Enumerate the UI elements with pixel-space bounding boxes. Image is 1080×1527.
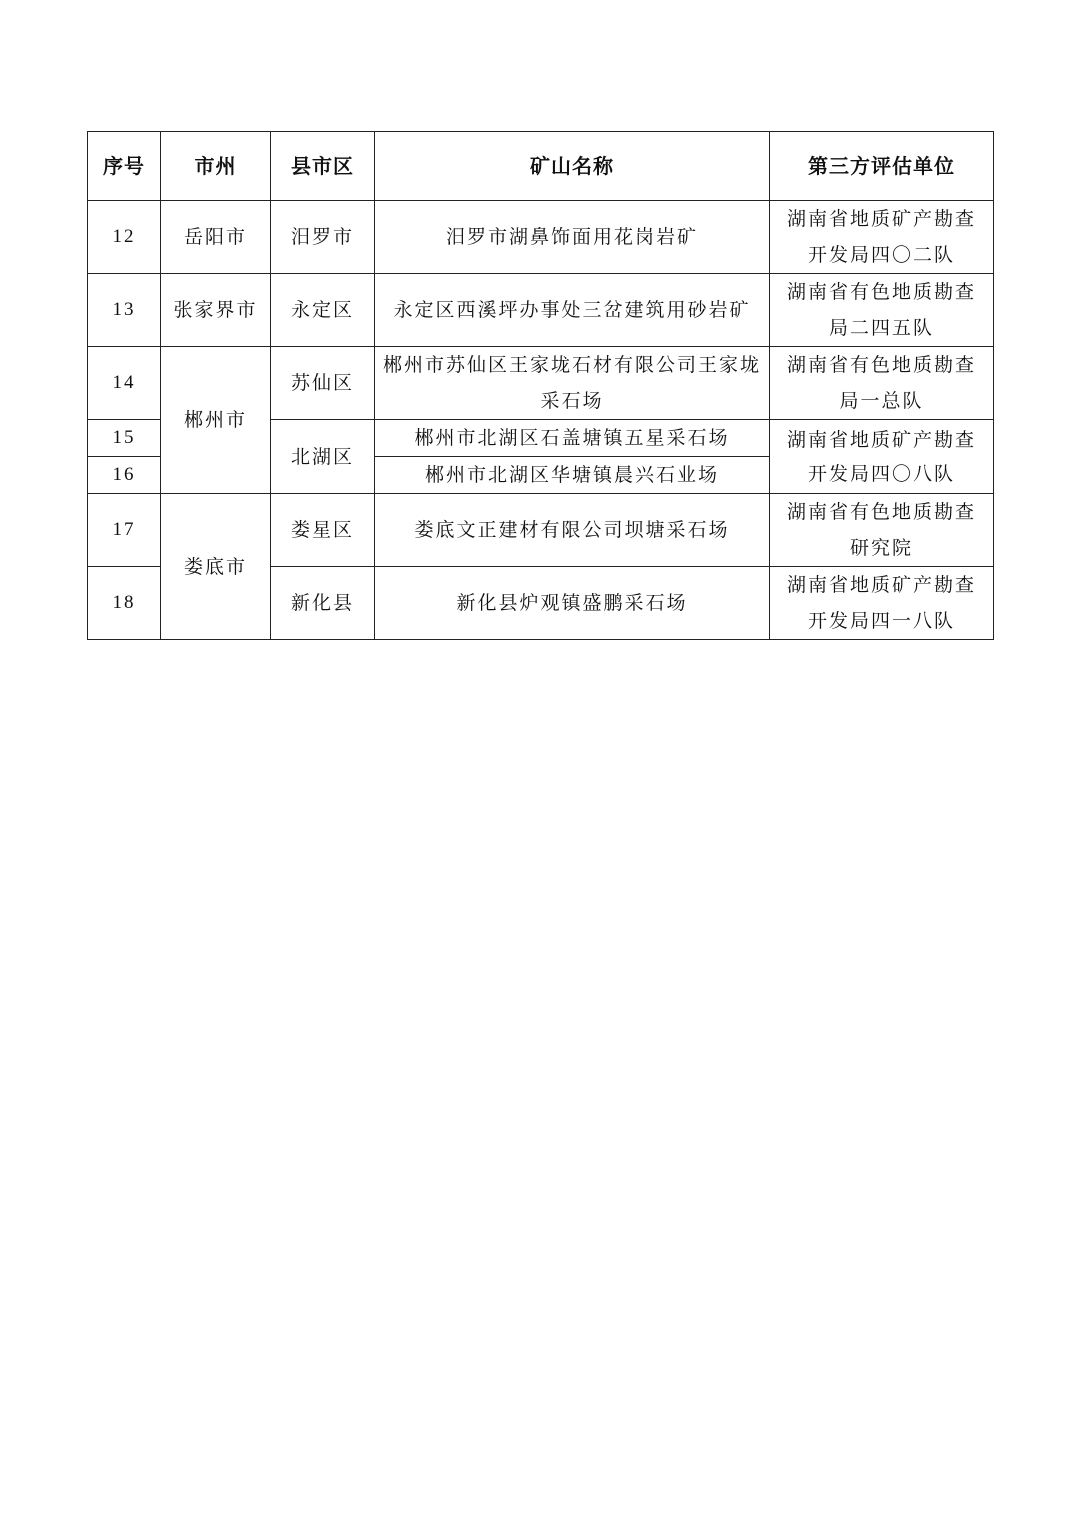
county-cell: 汨罗市 xyxy=(271,201,375,274)
evaluator-cell: 湖南省地质矿产勘查开发局四〇二队 xyxy=(770,201,994,274)
evaluator-cell: 湖南省地质矿产勘查开发局四〇八队 xyxy=(770,420,994,494)
seq-cell: 14 xyxy=(88,347,161,420)
mine-evaluation-table xyxy=(87,131,994,640)
table-row xyxy=(88,347,994,420)
table-row xyxy=(88,274,994,347)
header-mine-name: 矿山名称 xyxy=(375,132,770,201)
mine-name-cell: 娄底文正建材有限公司坝塘采石场 xyxy=(375,494,770,567)
seq-cell: 17 xyxy=(88,494,161,567)
table-row xyxy=(88,201,994,274)
county-cell: 新化县 xyxy=(271,567,375,640)
city-cell: 娄底市 xyxy=(161,494,271,640)
evaluator-cell: 湖南省地质矿产勘查开发局四一八队 xyxy=(770,567,994,640)
mine-name-cell: 汨罗市湖鼻饰面用花岗岩矿 xyxy=(375,201,770,274)
city-cell: 郴州市 xyxy=(161,347,271,494)
city-cell: 岳阳市 xyxy=(161,201,271,274)
seq-cell: 18 xyxy=(88,567,161,640)
seq-cell: 13 xyxy=(88,274,161,347)
city-cell: 张家界市 xyxy=(161,274,271,347)
mine-name-cell: 郴州市北湖区石盖塘镇五星采石场 xyxy=(375,420,770,457)
mine-name-cell: 郴州市苏仙区王家垅石材有限公司王家垅采石场 xyxy=(375,347,770,420)
seq-cell: 16 xyxy=(88,457,161,494)
mine-name-cell: 新化县炉观镇盛鹏采石场 xyxy=(375,567,770,640)
evaluator-cell: 湖南省有色地质勘查研究院 xyxy=(770,494,994,567)
evaluator-cell: 湖南省有色地质勘查局一总队 xyxy=(770,347,994,420)
header-seq: 序号 xyxy=(88,132,161,201)
county-cell: 北湖区 xyxy=(271,420,375,494)
evaluator-cell: 湖南省有色地质勘查局二四五队 xyxy=(770,274,994,347)
header-evaluator: 第三方评估单位 xyxy=(770,132,994,201)
county-cell: 苏仙区 xyxy=(271,347,375,420)
table-row xyxy=(88,494,994,567)
county-cell: 永定区 xyxy=(271,274,375,347)
header-city: 市州 xyxy=(161,132,271,201)
seq-cell: 12 xyxy=(88,201,161,274)
header-county: 县市区 xyxy=(271,132,375,201)
mine-name-cell: 郴州市北湖区华塘镇晨兴石业场 xyxy=(375,457,770,494)
mine-name-cell: 永定区西溪坪办事处三岔建筑用砂岩矿 xyxy=(375,274,770,347)
table-header-row xyxy=(88,132,994,201)
county-cell: 娄星区 xyxy=(271,494,375,567)
seq-cell: 15 xyxy=(88,420,161,457)
